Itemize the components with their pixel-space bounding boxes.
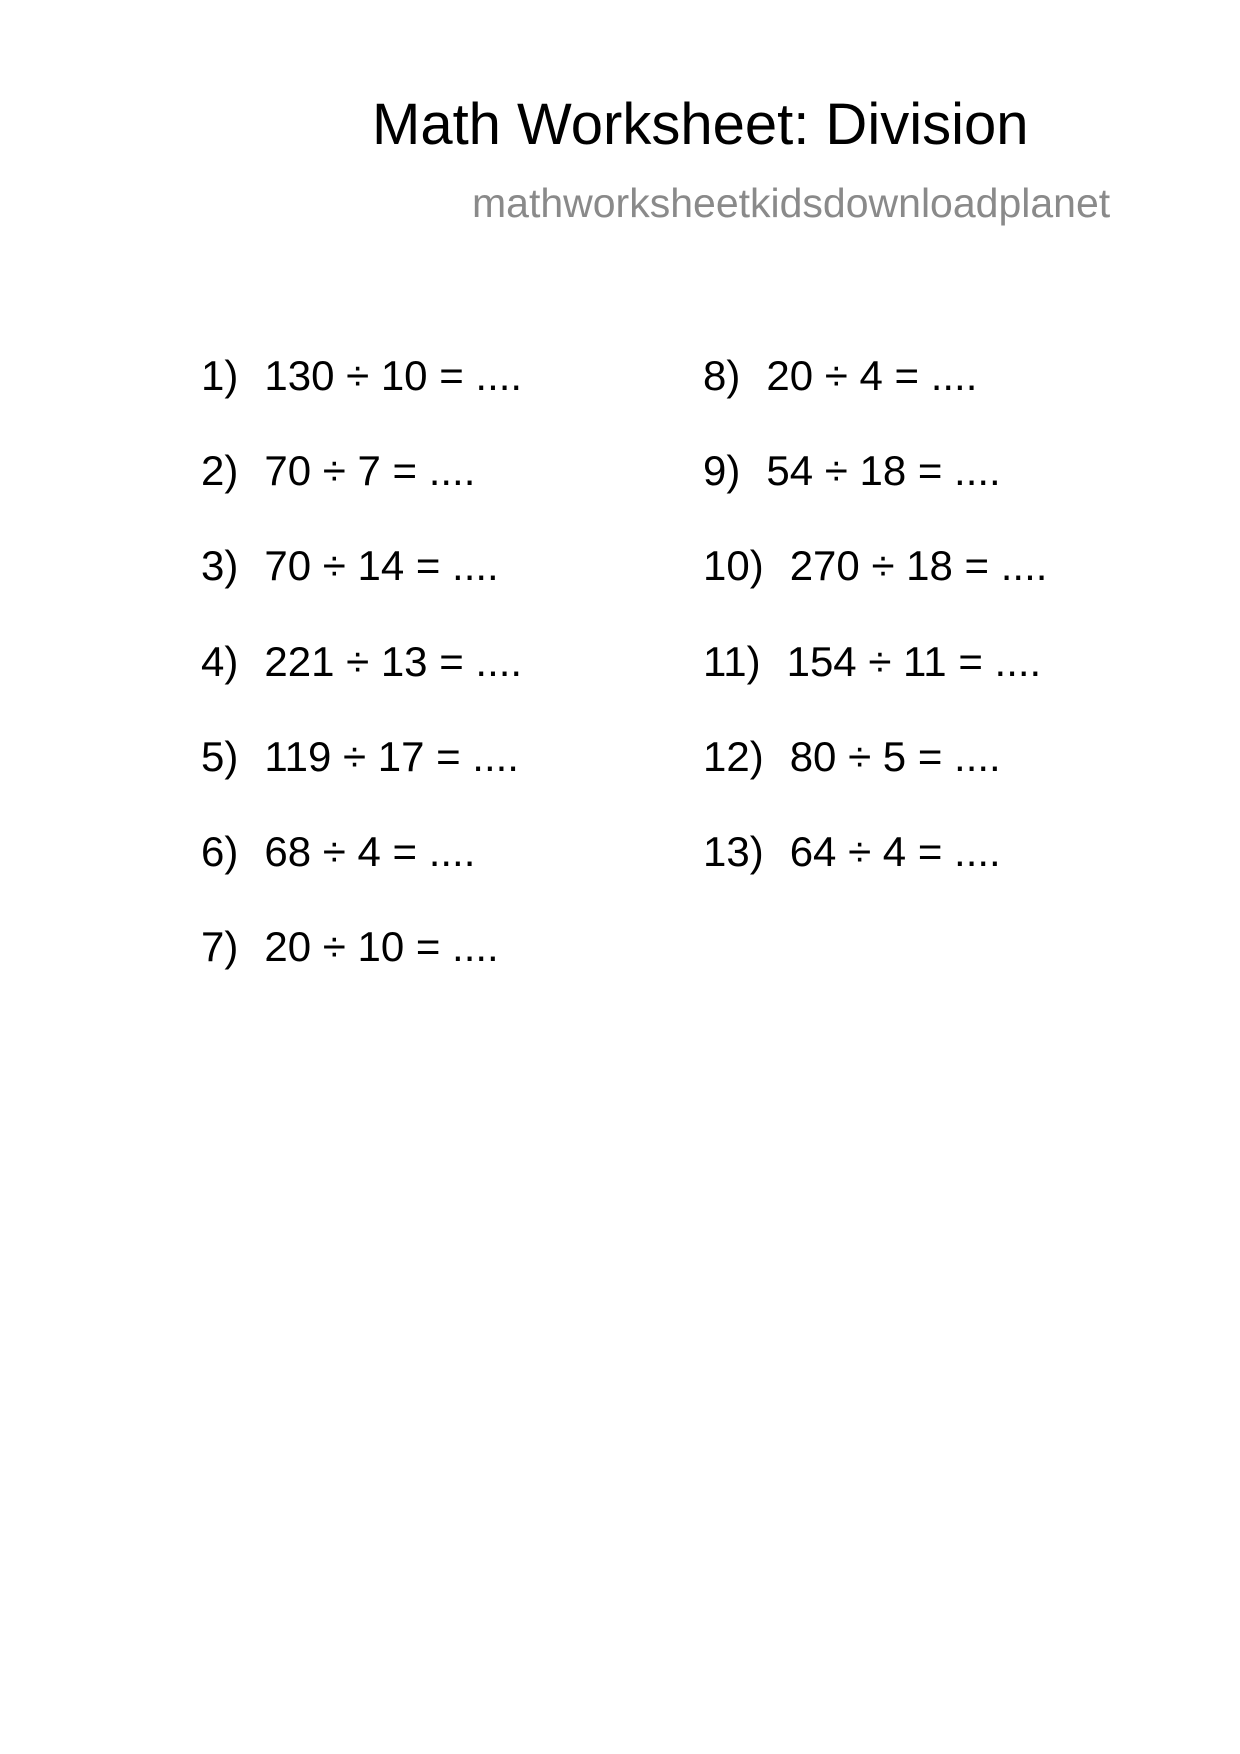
- worksheet-subtitle: mathworksheetkidsdownloadplanet: [472, 180, 1111, 226]
- problem-number: 10): [703, 542, 764, 590]
- problem-expression: 70 ÷ 7 = ....: [264, 447, 476, 495]
- problem-expression: 20 ÷ 4 = ....: [766, 352, 978, 399]
- problem-expression: 70 ÷ 14 = ....: [264, 542, 499, 590]
- problem-expression: 20 ÷ 10 = ....: [264, 923, 499, 971]
- problem-item: [201, 447, 522, 545]
- problem-item: [703, 542, 1048, 640]
- problem-expression: 130 ÷ 10 = ....: [264, 352, 523, 399]
- problem-item: [201, 637, 523, 736]
- problems-column-right: [703, 352, 1048, 926]
- problem-item: [703, 637, 1047, 736]
- problem-number: 8): [703, 352, 741, 399]
- problem-number: 4): [201, 637, 239, 685]
- problem-number: 11): [703, 637, 761, 685]
- problem-expression: 154 ÷ 11 = ....: [786, 637, 1042, 685]
- problem-expression: 221 ÷ 13 = ....: [264, 637, 523, 685]
- problem-number: 7): [201, 923, 239, 971]
- problem-number: 9): [703, 447, 741, 495]
- problem-expression: 64 ÷ 4 = ....: [789, 827, 1001, 875]
- problem-number: 2): [201, 447, 239, 495]
- problems-column-left: [201, 352, 523, 1021]
- worksheet-title: Math Worksheet: Division: [372, 92, 1029, 157]
- problem-number: 6): [201, 827, 239, 875]
- problem-item: [201, 923, 522, 1021]
- problem-number: 12): [703, 732, 764, 780]
- problem-item: [201, 542, 522, 640]
- problem-expression: 54 ÷ 18 = ....: [766, 447, 1001, 495]
- problem-item: [703, 447, 1047, 545]
- problem-item: [201, 352, 523, 450]
- problem-number: 5): [201, 732, 239, 780]
- problem-number: 3): [201, 542, 239, 590]
- problem-number: 13): [703, 827, 764, 875]
- problem-expression: 270 ÷ 18 = ....: [789, 542, 1048, 590]
- problem-item: [703, 352, 1047, 450]
- problem-item: [201, 827, 522, 926]
- problem-expression: 119 ÷ 17 = ....: [264, 732, 519, 780]
- problem-item: [703, 827, 1047, 926]
- problem-number: 1): [201, 352, 239, 399]
- problem-item: [201, 732, 522, 831]
- problem-item: [703, 732, 1047, 831]
- problem-expression: 80 ÷ 5 = ....: [789, 732, 1001, 780]
- problem-expression: 68 ÷ 4 = ....: [264, 827, 476, 875]
